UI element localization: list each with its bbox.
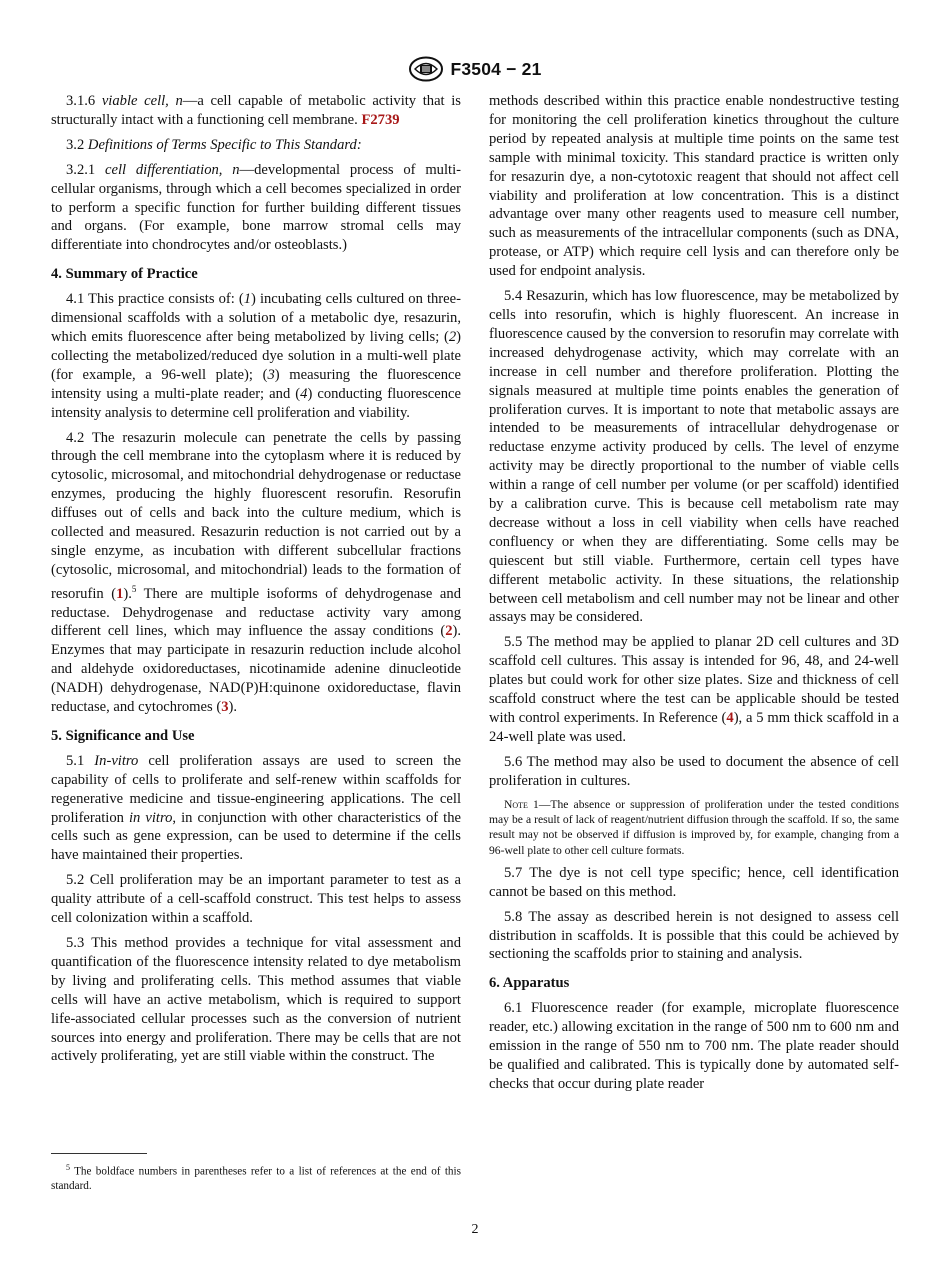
paragraph-3-2 xyxy=(51,136,461,155)
paragraph-5-8: 5.8 The assay as described herein is not designed to assess cell distribution in scaffolds. It is possible that this could be achieved by sectioning the scaffolds prior to staining and analysis. xyxy=(489,908,899,963)
italic-text: in vitro xyxy=(128,809,173,826)
footnote-text: The boldface numbers in parentheses refer to a list of references at the end of this standard. xyxy=(51,1165,461,1193)
text: ). xyxy=(123,585,132,602)
section-heading-significance: 5. Significance and Use xyxy=(51,727,195,744)
reference-link-1[interactable]: 1 xyxy=(116,585,124,602)
subsection-title: Definitions of Terms Specific to This Standard: xyxy=(87,136,362,153)
note-text: —The absence or suppression of proliferation under the tested conditions may be a result of lack of reagent/nutrient diffusion through the scaffold. If so, the same result may not be observed if diffusion is improved by, for example, changing from a 96-well plate to other cell culture formats. xyxy=(489,797,899,857)
text: cell proliferation assays are used to screen the capability of cells to proliferate and self-renew within scaffolds for regenerative medicine and tissue-engineering applications. The cell proliferation xyxy=(51,752,462,826)
list-number: 3 xyxy=(267,366,275,383)
reference-link-2[interactable]: 2 xyxy=(445,623,453,640)
text: There are multiple isoforms of dehydrogenase and reductase. Dehydrogenase and reductase activity vary among different cell lines, which may influence the assay conditions ( xyxy=(51,585,461,640)
paragraph-5-5 xyxy=(489,633,899,746)
paragraph-6-1: 6.1 Fluorescence reader (for example, microplate fluorescence reader, etc.) allowing excitation in the range of 500 nm to 600 nm and emission in the range of 550 nm to 700 nm. The plate reader should be qualified and calibrated. This is typically done by automated self-checks that occur during plate reader xyxy=(489,1000,899,1092)
text: ) incubating cells cultured on three-dimensional scaffolds with a solution of a metabolic dye, resazurin, which emits fluorescence after being metabolized by living cells; ( xyxy=(51,291,461,345)
note-label: Note 1 xyxy=(504,797,539,811)
paragraph-5-3-continued: methods described within this practice enable nondestructive testing for monitoring the cell proliferation kinetics throughout the culture period by repeated analysis at multiple time points on the same test sample with minimal toxicity. This standard practice is written only for resazurin dye, a non-cytotoxic reagent that should not affect cell viability and proliferation at low concentration. This is a distinct advantage over many other reagents used to measure cell number, such as measurements of the intracellular components (such as DNA, protease, or ATP) which require cell lysis and can therefore only be used for endpoint analysis. xyxy=(489,93,899,280)
note-1 xyxy=(489,797,899,858)
section-number: 3.1.6 xyxy=(66,93,96,109)
definition-text: —a cell capable of metabolic activity that is structurally intact with a functioning cell membrane. xyxy=(51,93,461,128)
reference-link-4[interactable]: 4 xyxy=(726,710,734,726)
section-number: 3.2.1 xyxy=(66,161,96,178)
text: ), a 5 mm thick scaffold in a 24-well plate was used. xyxy=(489,710,899,745)
footnote-marker: 5 xyxy=(131,583,137,594)
footnote-divider xyxy=(51,1153,147,1154)
paragraph-5-1 xyxy=(51,752,461,865)
term: cell differentiation, n xyxy=(104,161,240,178)
document-designation: F3504 − 21 xyxy=(450,58,542,79)
paragraph-3-2-1 xyxy=(51,161,461,256)
reference-link-3[interactable]: 3 xyxy=(221,699,229,716)
list-number: 1 xyxy=(243,291,252,308)
reference-link-f2739[interactable]: F2739 xyxy=(361,111,400,128)
footnote-marker: 5 xyxy=(66,1163,70,1172)
page-header xyxy=(0,54,950,84)
list-number: 2 xyxy=(448,328,457,345)
text: ) conducting fluorescence intensity analysis to determine cell proliferation and viability. xyxy=(51,385,461,421)
paragraph-5-4: 5.4 Resazurin, which has low fluorescence, may be metabolized by cells into resorufin, which is highly fluorescent. An increase in fluorescence caused by the conversion to resorufin may correlate with increased dehydrogenase activity, which may correlate with an increase in cell number and therefore proliferation. Plotting the signals measured at multiple time points enables the generation of proliferation curves. It is important to note that metabolic assays are intended to be measurements of intracellular dehydrogenase or reductase enzyme activity produced by cells. The level of enzyme activity may be directly proportional to the number of viable cells within a range of cell number per volume (or per scaffold) identified by a calibration curve. This is because cell metabolism rate may decrease without a loss in cell viability when cells have reached confluency or when they are differentiating. Some cells may be quiescent but still viable. Furthermore, certain cell types have different metabolic activity. In these situations, the relationship between cell metabolism and cell number may not be linear and other assays may be considered. xyxy=(489,288,899,626)
paragraph-5-6: 5.6 The method may also be used to document the absence of cell proliferation in cultures. xyxy=(489,753,899,789)
paragraph-5-3: 5.3 This method provides a technique for vital assessment and quantification of the fluorescence intensity related to dye metabolism by living and proliferating cells. This method assumes that viable cells will have an active metabolism, which is required to support life-associated cellular processes such as the conversion of nutrient sources into energy and proliferation. There may be cells that are not actively proliferating, yet are still viable within the construct. The xyxy=(51,935,461,1065)
text: ). Enzymes that may participate in resazurin reduction include alcohol and aldehyde oxidoreductases, nicotinamide adenine dinucleotide (NADH) dehydrogenase, NAD(P)H:quinone oxidoreductase, flavin reductase, and cytochromes ( xyxy=(51,623,461,716)
left-column xyxy=(51,92,461,1072)
footnote-5 xyxy=(51,1161,461,1194)
text: 4.2 The resazurin molecule can penetrate the cells by passing through the cell membrane into the cytoplasm where it is reduced by cytosolic, microsomal, and mitochondrial dehydrogenase or reductase enzymes, producing the highly fluorescent resorufin. Resorufin diffuses out of cells and back into the culture medium, which is collected and measured. Resazurin reduction is not carried out by a single enzyme, as incubation with different subcellular fractions (cytosolic, microsomal, and mitochondrial) leads to the formation of resorufin ( xyxy=(51,429,461,602)
text: ) measuring the fluorescence intensity using a multi-plate reader; and ( xyxy=(51,366,461,402)
paragraph-4-2 xyxy=(51,429,461,717)
text: ) collecting the metabolized/reduced dye solution in a multi-well plate (for example, a 96-well plate); ( xyxy=(51,328,461,383)
section-heading-apparatus: 6. Apparatus xyxy=(489,975,570,992)
italic-text: In-vitro xyxy=(94,752,139,769)
section-number: 3.2 xyxy=(66,136,85,153)
definition-text: —developmental process of multi-cellular organisms, through which a cell becomes specialized in order to perform a specific function for further building different tissues and organs. (For example, bone marrow stromal cells may differentiate into chondrocytes and/or osteoblasts.) xyxy=(51,161,461,254)
text: 5.5 The method may be applied to planar 2D cell cultures and 3D scaffold cell cultures. This assay is intended for 96, 48, and 24-well plates but could work for other size plates. Size and thickness of cell scaffold construct where the test can be applicable should be tested with control experiments. In Reference ( xyxy=(489,634,899,726)
astm-logo-icon xyxy=(408,56,444,82)
text: 4.1 This practice consists of: ( xyxy=(66,291,244,308)
section-heading-summary: 4. Summary of Practice xyxy=(51,266,198,283)
text: 5.1 xyxy=(66,752,95,769)
text: , in conjunction with other characteristics of the cells such as gene expression, can be used to determine if the cells have maintained their properties. xyxy=(51,809,461,864)
right-column xyxy=(489,92,899,1100)
text: ). xyxy=(228,699,237,716)
paragraph-5-7: 5.7 The dye is not cell type specific; hence, cell identification cannot be based on this method. xyxy=(489,864,899,900)
term: viable cell, n xyxy=(101,93,183,109)
paragraph-4-1 xyxy=(51,290,461,422)
list-number: 4 xyxy=(300,385,308,402)
paragraph-3-1-6 xyxy=(51,92,461,130)
page-number: 2 xyxy=(471,1222,479,1237)
paragraph-5-2: 5.2 Cell proliferation may be an important parameter to test as a quality attribute of a cell-scaffold construct. This test helps to assess cell colonization within a scaffold. xyxy=(51,872,461,927)
